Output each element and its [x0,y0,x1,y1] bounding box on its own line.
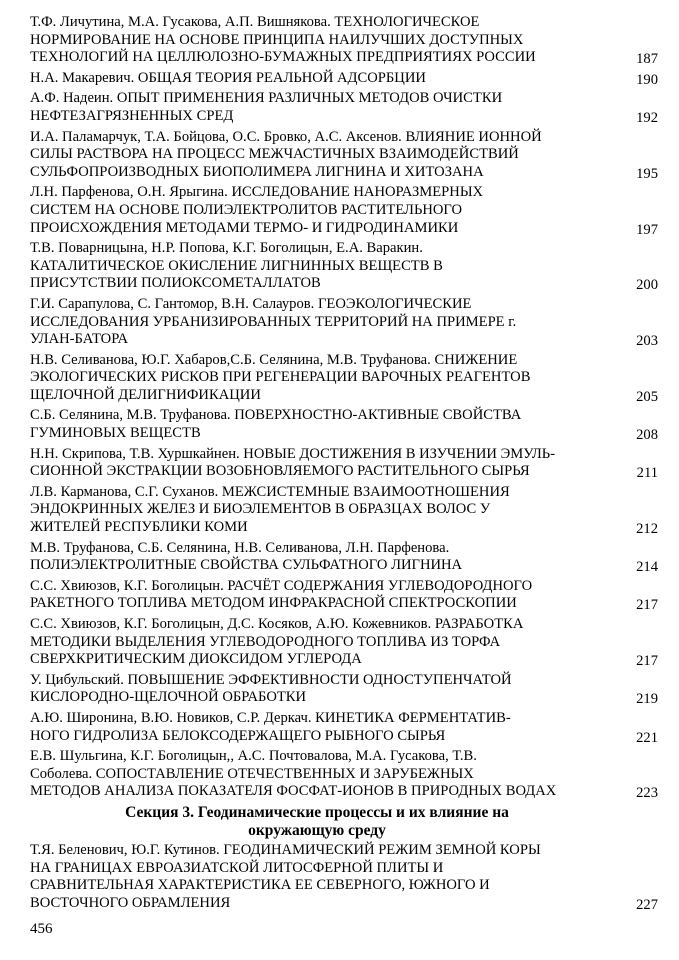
table-of-contents [30,14,658,915]
toc-entry-title [30,296,604,349]
toc-entry-line: ЖИТЕЛЕЙ РЕСПУБЛИКИ КОМИ [30,519,248,536]
toc-entry-line: И.А. Паламарчук, Т.А. Бойцова, О.С. Бровко, А.С. Аксенов. ВЛИЯНИЕ ИОННОЙ [30,128,542,145]
toc-page-number: 190 [636,71,658,88]
toc-entry-title [30,14,604,67]
toc-entry-title [30,240,604,293]
toc-entry [30,616,658,669]
toc-entry [30,129,658,182]
toc-entry-line: УЛАН-БАТОРА [30,331,129,348]
toc-entry-line: ИССЛЕДОВАНИЯ УРБАНИЗИРОВАННЫХ ТЕРРИТОРИЙ НА ПРИМЕРЕ г. [30,313,517,330]
toc-page-number: 214 [636,559,658,576]
toc-entry-line: НЕФТЕЗАГРЯЗНЕННЫХ СРЕД [30,107,234,124]
toc-entry-line: СИОННОЙ ЭКСТРАКЦИИ ВОЗОБНОВЛЯЕМОГО РАСТИТЕЛЬНОГО СЫРЬЯ [30,463,530,480]
toc-entry-title [30,616,604,669]
toc-entry-line: ПРИСУТСТВИИ ПОЛИОКСОМЕТАЛЛАТОВ [30,275,321,292]
toc-entry-line: Н.В. Селиванова, Ю.Г. Хабаров,С.Б. Селянина, М.В. Труфанова. СНИЖЕНИЕ [30,351,518,368]
toc-page-number: 211 [636,465,658,482]
toc-entry [30,14,658,67]
toc-page-number: 217 [636,597,658,614]
toc-entry-title [30,748,604,801]
section-heading-line: Секция 3. Геодинамические процессы и их влияние на [125,803,509,821]
toc-page-number: 187 [636,51,658,68]
toc-entry-line: КАТАЛИТИЧЕСКОЕ ОКИСЛЕНИЕ ЛИГНИННЫХ ВЕЩЕСТВ В [30,257,443,274]
toc-entry [30,184,658,237]
toc-entry-line: Т.В. Поварницына, Н.Р. Попова, К.Г. Боголицын, Е.А. Варакин. [30,240,423,257]
toc-entry-line: СУЛЬФОПРОИЗВОДНЫХ БИОПОЛИМЕРА ЛИГНИНА И ХИТОЗАНА [30,163,484,180]
toc-entry-title [30,184,604,237]
toc-page-number: 212 [636,521,658,538]
toc-entry [30,710,658,745]
toc-entry-line: НОРМИРОВАНИЕ НА ОСНОВЕ ПРИНЦИПА НАИЛУЧШИХ ДОСТУПНЫХ [30,31,524,48]
toc-entry-line: А.Ф. Надеин. ОПЫТ ПРИМЕНЕНИЯ РАЗЛИЧНЫХ МЕТОДОВ ОЧИСТКИ [30,90,503,107]
toc-entry-line: Соболева. СОПОСТАВЛЕНИЕ ОТЕЧЕСТВЕННЫХ И ЗАРУБЕЖНЫХ [30,765,474,782]
toc-entry-title [30,672,604,707]
toc-entry [30,578,658,613]
toc-entry-line: СРАВНИТЕЛЬНАЯ ХАРАКТЕРИСТИКА ЕЕ СЕВЕРНОГО, ЮЖНОГО И [30,877,490,894]
toc-entry [30,446,658,481]
toc-entry-line: С.Б. Селянина, М.В. Труфанова. ПОВЕРХНОСТНО-АКТИВНЫЕ СВОЙСТВА [30,407,522,424]
toc-entry-title [30,540,604,575]
toc-entry-line: Н.Н. Скрипова, Т.В. Хуршкайнен. НОВЫЕ ДОСТИЖЕНИЯ В ИЗУЧЕНИИ ЭМУЛЬ- [30,445,556,462]
toc-entry-title [30,407,604,442]
toc-entry [30,540,658,575]
toc-entry-line: А.Ю. Широнина, В.Ю. Новиков, С.Р. Деркач. КИНЕТИКА ФЕРМЕНТАТИВ- [30,709,511,726]
toc-entry-line: КИСЛОРОДНО-ЩЕЛОЧНОЙ ОБРАБОТКИ [30,689,307,706]
toc-page-number: 227 [636,896,658,913]
toc-entry-line: Г.И. Сарапулова, С. Гантомор, В.Н. Салауров. ГЕОЭКОЛОГИЧЕСКИЕ [30,295,472,312]
toc-entry-title [30,484,604,537]
toc-page-number: 223 [636,785,658,802]
toc-page-number: 219 [636,691,658,708]
toc-page-number: 217 [636,653,658,670]
toc-page-number: 221 [636,729,658,746]
toc-page-number: 200 [636,277,658,294]
toc-entry-line: МЕТОДОВ АНАЛИЗА ПОКАЗАТЕЛЯ ФОСФАТ-ИОНОВ В ПРИРОДНЫХ ВОДАХ [30,783,557,800]
toc-page-number: 192 [636,109,658,126]
toc-entry-line: СИЛЫ РАСТВОРА НА ПРОЦЕСС МЕЖЧАСТИЧНЫХ ВЗАИМОДЕЙСТВИЙ [30,146,519,163]
toc-entry [30,672,658,707]
toc-page-number: 203 [636,333,658,350]
toc-entry-line: ЭКОЛОГИЧЕСКИХ РИСКОВ ПРИ РЕГЕНЕРАЦИИ ВАРОЧНЫХ РЕАГЕНТОВ [30,369,531,386]
toc-entry-line: СИСТЕМ НА ОСНОВЕ ПОЛИЭЛЕКТРОЛИТОВ РАСТИТЕЛЬНОГО [30,201,463,218]
toc-entry-line: НОГО ГИДРОЛИЗА БЕЛОКСОДЕРЖАЩЕГО РЫБНОГО СЫРЬЯ [30,727,446,744]
toc-page-number: 195 [636,165,658,182]
toc-entry-line: ГУМИНОВЫХ ВЕЩЕСТВ [30,425,201,442]
toc-entry-line: Т.Ф. Личутина, М.А. Гусакова, А.П. Вишнякова. ТЕХНОЛОГИЧЕСКОЕ [30,14,480,30]
toc-entry-line: ЭНДОКРИННЫХ ЖЕЛЕЗ И БИОЭЛЕМЕНТОВ В ОБРАЗЦАХ ВОЛОС У [30,501,491,518]
toc-entry-line: У. Цибульский. ПОВЫШЕНИЕ ЭФФЕКТИВНОСТИ ОДНОСТУПЕНЧАТОЙ [30,671,512,688]
toc-entry-title [30,446,604,481]
toc-entry [30,296,658,349]
toc-entry-line: ТЕХНОЛОГИЙ НА ЦЕЛЛЮЛОЗНО-БУМАЖНЫХ ПРЕДПРИЯТИЯХ РОССИИ [30,49,536,66]
toc-entry-line: Т.Я. Беленович, Ю.Г. Кутинов. ГЕОДИНАМИЧЕСКИЙ РЕЖИМ ЗЕМНОЙ КОРЫ [30,841,541,858]
toc-entry-line: Е.В. Шульгина, К.Г. Боголицын,, А.С. Почтовалова, М.А. Гусакова, Т.В. [30,748,477,765]
toc-entry [30,842,658,912]
toc-entry-title [30,842,604,912]
toc-entry-title [30,352,604,405]
toc-entry-title [30,710,604,745]
toc-entry-title [30,129,604,182]
toc-entry-line: Л.Н. Парфенова, О.Н. Ярыгина. ИССЛЕДОВАНИЕ НАНОРАЗМЕРНЫХ [30,184,484,201]
section-heading [30,804,604,840]
section-heading-line: окружающую среду [248,821,386,839]
toc-entry [30,90,658,125]
toc-entry-line: С.С. Хвиюзов, К.Г. Боголицын, Д.С. Косяков, А.Ю. Кожевников. РАЗРАБОТКА [30,616,524,632]
toc-entry-line: Н.А. Макаревич. ОБЩАЯ ТЕОРИЯ РЕАЛЬНОЙ АДСОРБЦИИ [30,69,426,86]
toc-entry-line: ПРОИСХОЖДЕНИЯ МЕТОДАМИ ТЕРМО- И ГИДРОДИНАМИКИ [30,219,459,236]
toc-entry [30,240,658,293]
toc-page-number: 197 [636,221,658,238]
toc-entry-line: ПОЛИЭЛЕКТРОЛИТНЫЕ СВОЙСТВА СУЛЬФАТНОГО ЛИГНИНА [30,557,463,574]
toc-entry-line: НА ГРАНИЦАХ ЕВРОАЗИАТСКОЙ ЛИТОСФЕРНОЙ ПЛИТЫ И [30,859,444,876]
toc-entry-line: РАКЕТНОГО ТОПЛИВА МЕТОДОМ ИНФРАКРАСНОЙ СПЕКТРОСКОПИИ [30,595,517,612]
toc-entry-line: МЕТОДИКИ ВЫДЕЛЕНИЯ УГЛЕВОДОРОДНОГО ТОПЛИВА ИЗ ТОРФА [30,633,501,650]
page-number: 456 [30,921,53,937]
toc-entry-line: ЩЕЛОЧНОЙ ДЕЛИГНИФИКАЦИИ [30,386,261,403]
toc-entry-line: Л.В. Карманова, С.Г. Суханов. МЕЖСИСТЕМНЫЕ ВЗАИМООТНОШЕНИЯ [30,483,510,500]
toc-entry-line: М.В. Труфанова, С.Б. Селянина, Н.В. Селиванова, Л.Н. Парфенова. [30,539,450,556]
toc-entry-line: ВОСТОЧНОГО ОБРАМЛЕНИЯ [30,894,231,911]
toc-entry-title [30,70,604,88]
toc-entry [30,748,658,801]
toc-entry [30,484,658,537]
toc-page-number: 208 [636,427,658,444]
toc-entry-line: С.С. Хвиюзов, К.Г. Боголицын. РАСЧЁТ СОДЕРЖАНИЯ УГЛЕВОДОРОДНОГО [30,577,533,594]
toc-entry [30,407,658,442]
toc-page-number: 205 [636,388,658,405]
toc-entry-title [30,90,604,125]
toc-entry [30,352,658,405]
toc-entry-title [30,578,604,613]
toc-entry-line: СВЕРХКРИТИЧЕСКИМ ДИОКСИДОМ УГЛЕРОДА [30,651,362,668]
toc-entry [30,70,658,88]
